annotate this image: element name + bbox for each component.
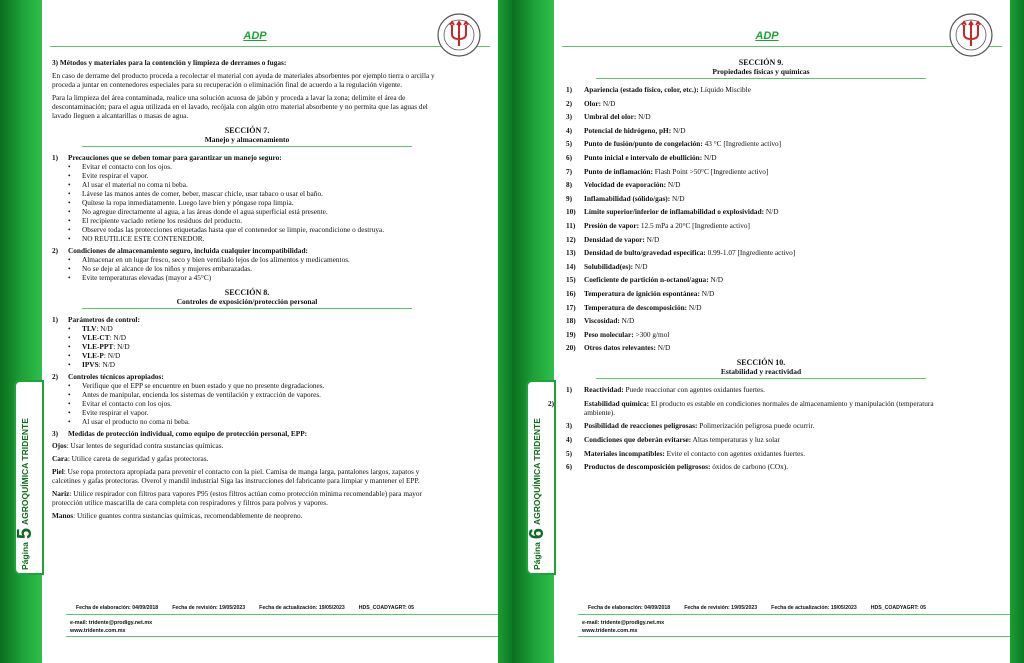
list-item: 2) Olor: N/D [566, 98, 616, 108]
list-item: • Almacenar en un lugar fresco, seco y bien ventilado lejos de los alimentos y medicamentos. [68, 255, 442, 264]
page6-content [548, 58, 956, 476]
list-item: • Antes de manipular, encienda los sistemas de ventilación y extracción de vapores. [68, 390, 442, 399]
list-item: 3) Posibilidad de reacciones peligrosas: Polimerización peligrosa puede ocurrir. [566, 421, 815, 431]
section7-subtitle: Manejo y almacenamiento [204, 135, 290, 144]
footer-web: www.tridente.com.mx [582, 628, 638, 634]
list-item: 4) Potencial de hidrógeno, pH: N/D [566, 125, 686, 135]
list-item: 1) Apariencia (estado físico, color, etc.): Líquido Miscible [566, 85, 751, 94]
list-item: • Evitar el contacto con los ojos. [68, 399, 442, 408]
green-edge-band [1010, 0, 1024, 663]
list-item: 5) Punto de fusión/punto de congelación: 43 °C [Ingrediente activo] [566, 139, 782, 149]
list-item: 19) Peso molecular: >300 g/mol [566, 329, 670, 339]
list-item: • Evite respirar el vapor. [68, 171, 442, 180]
list-item: 10) Límite superior/inferior de inflamabilidad o explosividad: N/D [566, 207, 779, 217]
header-rule [50, 46, 490, 47]
section10-subtitle: Estabilidad y reactividad [720, 367, 802, 377]
section7-q2: 2) Condiciones de almacenamiento seguro, incluida cualquier incompatibilidad: [52, 246, 308, 255]
footer-elaboration: Fecha de elaboración: 04/09/2018 [588, 605, 671, 611]
section8-q1: 1) Parámetros de control: [52, 315, 140, 324]
section8-subtitle: Controles de exposición/protección personal [176, 297, 318, 306]
list-item: 2) Estabilidad química: El producto es estable en condiciones normales de almacenamiento y manipulación (temperatura ambiente). [548, 398, 934, 417]
footer-code: HDS_COADYAGRT: 05 [870, 605, 926, 611]
list-item: • Al usar el producto no coma ni beba. [68, 417, 442, 426]
list-item: 20) Otros datos relevantes: N/D [566, 343, 671, 353]
header-rule [562, 46, 1002, 47]
ppe-hands: Manos: Utilice guantes contra sustancias químicas, recomendablemente de neopreno. [52, 511, 303, 520]
section7-q1: 1) Precauciones que se deben tomar para garantizar un manejo seguro: [52, 153, 282, 162]
calidad-tridente-logo-icon [948, 12, 994, 58]
list-item: 16) Temperatura de ignición espontánea: N/D [566, 288, 715, 298]
list-item: • Quítese la ropa inmediatamente. Luego lave bien y póngase ropa limpia. [68, 198, 442, 207]
list-item: • Lávese las manos antes de comer, beber, mascar chicle, usar tabaco o usar el baño. [68, 189, 442, 198]
ppe-eyes: Ojos: Usar lentes de seguridad contra sustancias químicas. [52, 441, 224, 450]
list-item: 17) Temperatura de descomposición: N/D [566, 302, 702, 312]
footer-rule [66, 614, 502, 615]
section8-q2-list [68, 381, 442, 426]
list-item: • Al usar el material no coma ni beba. [68, 180, 442, 189]
section9-rule [596, 78, 926, 79]
list-item: 5) Materiales incompatibles: Evite el contacto con agentes oxidantes fuertes. [566, 448, 806, 458]
footer-email: e-mail: tridente@prodigy.net.mx [582, 620, 665, 626]
list-item: • VLE-PPT: N/D [68, 342, 442, 351]
list-item: 11) Presión de vapor: 12.5 mPa a 20°C [Ingrediente activo] [566, 220, 750, 230]
list-item: 12) Densidad de vapor: N/D [566, 234, 660, 244]
list-item: 8) Velocidad de evaporación: N/D [566, 180, 681, 190]
list-item: 9) Inflamabilidad (sólido/gas): N/D [566, 193, 685, 203]
stability-list [548, 385, 956, 472]
list-item: • Evite temperaturas elevadas (mayor a 45°C) [68, 273, 442, 282]
section7-title: SECCIÓN 7. [224, 126, 270, 135]
list-item: • Verifique que el EPP se encuentre en buen estado y que no presente degradaciones. [68, 381, 442, 390]
footer-contact [70, 619, 152, 635]
document-page-6 [512, 0, 1024, 663]
calidad-tridente-logo-icon [436, 12, 482, 58]
footer-email: e-mail: tridente@prodigy.net.mx [70, 620, 153, 626]
section7-rule [82, 146, 412, 147]
list-item: 15) Coeficiente de partición n-octanol/agua: N/D [566, 275, 724, 285]
section8-q3: 3) Medidas de protección individual, como equipo de protección personal, EPP: [52, 429, 308, 438]
footer-revision: Fecha de revisión: 19/05/2023 [684, 605, 758, 611]
list-item: 6) Punto inicial e intervalo de ebullición: N/D [566, 152, 717, 162]
ppe-nose: Nariz: Utilice respirador con filtros para vapores P95 (estos filtros actúan como protección mínima recomendable) para mayor protección utilice mascarilla de cara completa con respiradores y filtros para polvos y vapores. [52, 489, 422, 507]
footer-contact [582, 619, 664, 635]
list-item: 7) Punto de inflamación: Flash Point >50°C [Ingrediente activo] [566, 166, 769, 176]
header-title: ADP [755, 30, 779, 42]
list-item: • No se deje al alcance de los niños y mujeres embarazadas. [68, 264, 442, 273]
list-item: • Evitar el contacto con los ojos. [68, 162, 442, 171]
section7-q1-list [68, 162, 442, 243]
list-item: • NO REUTILICE ESTE CONTENEDOR. [68, 234, 442, 243]
list-item: • VLE-P: N/D [68, 351, 442, 360]
footer-update: Fecha de actualización: 19/05/2023 [259, 605, 345, 611]
footer-code: HDS_COADYAGRT: 05 [358, 605, 414, 611]
page5-content [52, 58, 442, 524]
section7-q2-list [68, 255, 442, 282]
list-item: 1) Reactividad: Puede reaccionar con agentes oxidantes fuertes. [566, 385, 765, 395]
section9-subtitle: Propiedades físicas y químicas [712, 67, 810, 76]
section8-q2: 2) Controles técnicos apropiados: [52, 372, 164, 381]
list-item: • Observe todas las protecciones etiquetadas hasta que el contenedor se limpie, reacondicione o destruya. [68, 225, 442, 234]
green-edge-band [498, 0, 512, 663]
list-item: 6) Productos de descomposición peligrosos: óxidos de carbono (COx). [566, 462, 789, 472]
section9-title: SECCIÓN 9. [738, 58, 784, 67]
footer-web: www.tridente.com.mx [70, 628, 126, 634]
page-label-6: Página 6 AGROQUÍMICA TRIDENTE [526, 418, 548, 570]
control-params-list [68, 324, 442, 369]
list-item: • TLV: N/D [68, 324, 442, 333]
header-title: ADP [243, 30, 267, 42]
footer-dates [76, 605, 496, 611]
page-label-5: Página 5 AGROQUÍMICA TRIDENTE [14, 418, 36, 570]
ppe-skin: Piel: Use ropa protectora apropiada para prevenir el contacto con la piel. Camisa de manga larga, pantalones largos, zapatos y calcetines y gafas protectoras. Overol y mandil industrial Siga las instrucciones del fabricante para limpiar y mantener el EPP. [52, 467, 420, 485]
spill-paragraph-2: Para la limpieza del área contaminada, realice una solución acuosa de jabón y proceda a lavar la zona; delimite el área de descontaminación; para el agua utilizada en el lavado, recójala con algún otro material absorbente y no permita que las aguas del lavado lleguen a alcantarillas o masas de agua. [52, 93, 428, 120]
spill-heading: 3) Métodos y materiales para la contención y limpieza de derrames o fugas: [52, 58, 287, 67]
list-item: • VLE-CT: N/D [68, 333, 442, 342]
footer-rule-2 [66, 636, 502, 637]
list-item: • No agregue directamente al agua, a las áreas donde el agua superficial está presente. [68, 207, 442, 216]
list-item: 3) Umbral del olor: N/D [566, 112, 651, 122]
spill-paragraph-1: En caso de derrame del producto proceda a recolectar el material con ayuda de materiales absorbentes por ejemplo tierra o arcilla y proceda a juntar en contenedores especiales para su recuperación o eliminación final de acuerdo a la regulación vigente. [52, 71, 435, 89]
list-item: • IPVS: N/D [68, 360, 442, 369]
footer-rule-2 [578, 636, 1014, 637]
footer-rule [578, 614, 1014, 615]
list-item: • Evite respirar el vapor. [68, 408, 442, 417]
section10-rule [596, 378, 926, 379]
list-item: 4) Condiciones que deberán evitarse: Altas temperaturas y luz solar [566, 435, 780, 445]
footer-update: Fecha de actualización: 19/05/2023 [771, 605, 857, 611]
footer-dates [588, 605, 1008, 611]
properties-list [566, 85, 956, 352]
list-item: 18) Viscosidad: N/D [566, 316, 635, 326]
section8-title: SECCIÓN 8. [224, 288, 270, 297]
list-item: 13) Densidad de bulto/gravedad específica: 0.99-1.07 [Ingrediente activo] [566, 248, 796, 258]
footer-revision: Fecha de revisión: 19/05/2023 [172, 605, 246, 611]
footer-elaboration: Fecha de elaboración: 04/09/2018 [76, 605, 159, 611]
section10-title: SECCIÓN 10. [736, 358, 786, 368]
section8-rule [82, 308, 412, 309]
list-item: • El recipiente vaciado retiene los residuos del producto. [68, 216, 442, 225]
ppe-face: Cara: Utilice careta de seguridad y gafas protectoras. [52, 454, 209, 463]
list-item: 14) Solubilidad(es): N/D [566, 261, 648, 271]
